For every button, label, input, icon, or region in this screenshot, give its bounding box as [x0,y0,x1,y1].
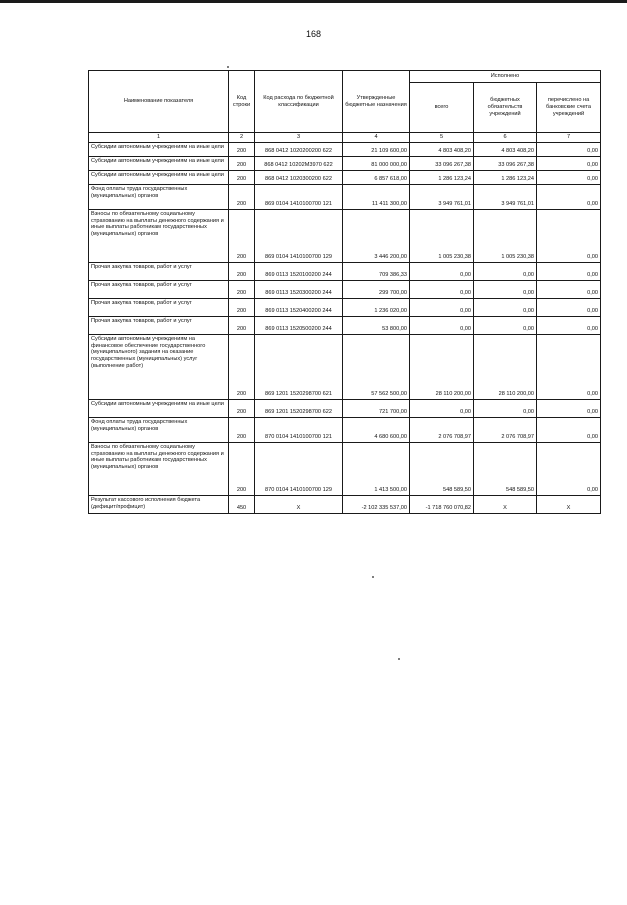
approved-amount: 709 386,33 [343,263,410,281]
table-row [89,443,601,496]
column-number: 3 [255,133,343,143]
kbk-code: 868 0412 10202M3970 622 [255,157,343,171]
indicator-name: Взносы по обязательному социальному страхованию на выплаты денежного содержания и иные выплаты работникам государственных (муниципальных) органов [89,210,229,263]
executed-transferred: 0,00 [537,281,601,299]
table-row [89,157,601,171]
kbk-code: 869 1201 1520298700 621 [255,335,343,400]
header-kbk-code: Код расхода по бюджетной классификации [255,71,343,133]
executed-obligations: 0,00 [474,299,537,317]
executed-transferred: 0,00 [537,157,601,171]
column-number: 4 [343,133,410,143]
executed-obligations: 0,00 [474,281,537,299]
kbk-code: 868 0412 1020300200 622 [255,171,343,185]
approved-amount: 57 562 500,00 [343,335,410,400]
table-row [89,418,601,443]
kbk-code: 869 0104 1410100700 121 [255,185,343,210]
indicator-name: Субсидии автономным учреждениям на иные цели [89,400,229,418]
kbk-code: 868 0412 1020200200 622 [255,143,343,157]
column-number-row [89,133,601,143]
header-total: всего [410,83,474,133]
executed-transferred: 0,00 [537,299,601,317]
column-number: 2 [229,133,255,143]
table-row [89,317,601,335]
kbk-code: 869 1201 1520298700 622 [255,400,343,418]
executed-obligations: 0,00 [474,400,537,418]
executed-total: -1 718 760 070,82 [410,496,474,514]
column-number: 5 [410,133,474,143]
row-code: 200 [229,157,255,171]
indicator-name: Прочая закупка товаров, работ и услуг [89,299,229,317]
column-number: 6 [474,133,537,143]
row-code: 200 [229,263,255,281]
executed-obligations: 2 076 708,97 [474,418,537,443]
executed-total: 1 005 230,38 [410,210,474,263]
approved-amount: 4 680 600,00 [343,418,410,443]
table-row [89,281,601,299]
executed-obligations: 33 096 267,38 [474,157,537,171]
indicator-name: Взносы по обязательному социальному страхованию на выплаты денежного содержания и иные выплаты работникам государственных (муниципальных) органов [89,443,229,496]
executed-obligations: 1 005 230,38 [474,210,537,263]
executed-transferred: 0,00 [537,418,601,443]
indicator-name: Прочая закупка товаров, работ и услуг [89,281,229,299]
indicator-name: Результат кассового исполнения бюджета (дефицит/профицит) [89,496,229,514]
approved-amount: 11 411 300,00 [343,185,410,210]
approved-amount: 1 413 500,00 [343,443,410,496]
executed-transferred: 0,00 [537,400,601,418]
page-number: 168 [305,29,322,39]
header-budget-obligations: бюджетных обязательств учреждений [474,83,537,133]
executed-transferred: 0,00 [537,171,601,185]
budget-execution-table [88,70,601,514]
executed-total: 0,00 [410,263,474,281]
executed-transferred: 0,00 [537,185,601,210]
row-code: 200 [229,143,255,157]
row-code: 200 [229,418,255,443]
executed-obligations: 4 803 408,20 [474,143,537,157]
table-row-result [89,496,601,514]
row-code: 450 [229,496,255,514]
approved-amount: -2 102 335 537,00 [343,496,410,514]
approved-amount: 81 000 000,00 [343,157,410,171]
executed-transferred: 0,00 [537,210,601,263]
executed-total: 0,00 [410,400,474,418]
kbk-code: 869 0113 1520400200 244 [255,299,343,317]
row-code: 200 [229,185,255,210]
header-executed: Исполнено [410,71,601,83]
executed-total: 548 589,50 [410,443,474,496]
table-row [89,299,601,317]
executed-total: 0,00 [410,317,474,335]
indicator-name: Субсидии автономным учреждениям на финансовое обеспечение государственного (муниципального) задания на оказание государственных (муниципальных) услуг (выполнение работ) [89,335,229,400]
executed-obligations: 0,00 [474,263,537,281]
approved-amount: 21 109 600,00 [343,143,410,157]
executed-total: 33 096 267,38 [410,157,474,171]
executed-transferred: 0,00 [537,263,601,281]
indicator-name: Прочая закупка товаров, работ и услуг [89,263,229,281]
indicator-name: Субсидии автономным учреждениям на иные цели [89,171,229,185]
indicator-name: Субсидии автономным учреждениям на иные цели [89,143,229,157]
table-row [89,400,601,418]
table-row [89,143,601,157]
executed-obligations: 28 110 200,00 [474,335,537,400]
row-code: 200 [229,335,255,400]
executed-total: 1 286 123,24 [410,171,474,185]
executed-obligations: 0,00 [474,317,537,335]
row-code: 200 [229,400,255,418]
executed-total: 0,00 [410,281,474,299]
executed-total: 28 110 200,00 [410,335,474,400]
executed-transferred: 0,00 [537,335,601,400]
table-row [89,185,601,210]
kbk-code: 869 0113 1520100200 244 [255,263,343,281]
row-code: 200 [229,443,255,496]
executed-transferred: X [537,496,601,514]
row-code: 200 [229,210,255,263]
executed-obligations: 3 949 761,01 [474,185,537,210]
scan-speck [372,576,374,578]
kbk-code: 870 0104 1410100700 129 [255,443,343,496]
indicator-name: Фонд оплаты труда государственных (муниципальных) органов [89,418,229,443]
row-code: 200 [229,171,255,185]
indicator-name: Субсидии автономным учреждениям на иные цели [89,157,229,171]
indicator-name: Фонд оплаты труда государственных (муниципальных) органов [89,185,229,210]
header-indicator-name: Наименование показателя [89,71,229,133]
table-row [89,263,601,281]
executed-total: 0,00 [410,299,474,317]
row-code: 200 [229,281,255,299]
scan-speck [227,66,229,68]
executed-transferred: 0,00 [537,143,601,157]
executed-transferred: 0,00 [537,317,601,335]
scan-speck [398,658,400,660]
approved-amount: 3 446 200,00 [343,210,410,263]
row-code: 200 [229,299,255,317]
executed-total: 3 949 761,01 [410,185,474,210]
table-row [89,171,601,185]
executed-total: 2 076 708,97 [410,418,474,443]
executed-obligations: 548 589,50 [474,443,537,496]
kbk-code: 869 0113 1520300200 244 [255,281,343,299]
approved-amount: 53 800,00 [343,317,410,335]
approved-amount: 1 236 020,00 [343,299,410,317]
kbk-code: 869 0104 1410100700 129 [255,210,343,263]
executed-obligations: X [474,496,537,514]
indicator-name: Прочая закупка товаров, работ и услуг [89,317,229,335]
kbk-code: 869 0113 1520500200 244 [255,317,343,335]
approved-amount: 299 700,00 [343,281,410,299]
executed-obligations: 1 286 123,24 [474,171,537,185]
kbk-code: 870 0104 1410100700 121 [255,418,343,443]
approved-amount: 6 857 618,00 [343,171,410,185]
table-row [89,210,601,263]
column-number: 7 [537,133,601,143]
kbk-code: X [255,496,343,514]
executed-transferred: 0,00 [537,443,601,496]
column-number: 1 [89,133,229,143]
header-transferred-to-accounts: перечислено на банковские счета учреждений [537,83,601,133]
header-row-code: Код строки [229,71,255,133]
approved-amount: 721 700,00 [343,400,410,418]
row-code: 200 [229,317,255,335]
top-border-line [0,0,627,3]
executed-total: 4 803 408,20 [410,143,474,157]
header-approved-appropriations: Утвержденные бюджетные назначения [343,71,410,133]
table-row [89,335,601,400]
